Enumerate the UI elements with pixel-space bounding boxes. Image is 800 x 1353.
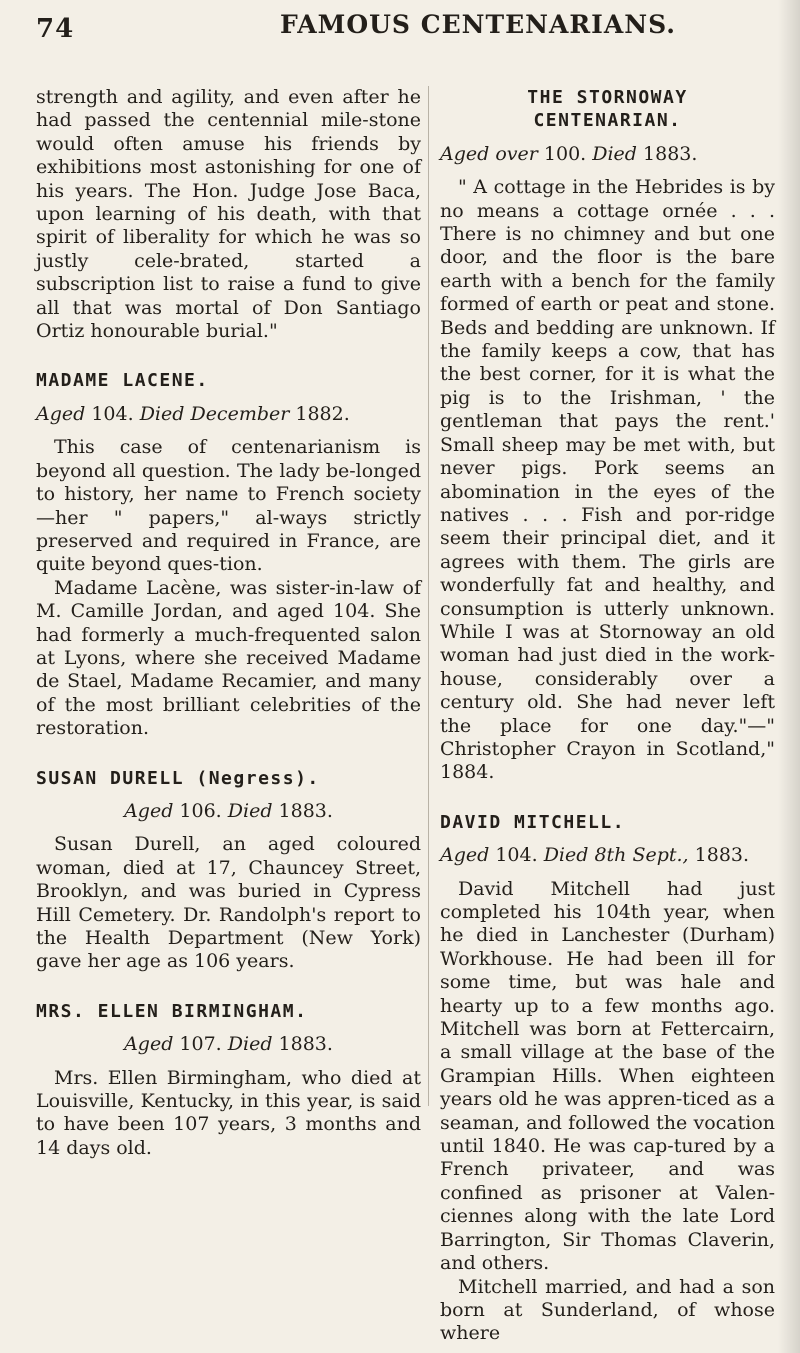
mitchell-year: 1883. [694,844,750,867]
birmingham-paragraph: Mrs. Ellen Birmingham, who died at Louisville, Kentucky, in this year, is said to have been 107 years, 3 months and 14 days old. [36,1066,421,1159]
lacene-paragraph-1: This case of centenarianism is beyond all question. The lady be-longed to history, her name to French society—her " papers," al-ways strictly preserved and required in France, are quite beyond ques-tion. [36,436,421,576]
stornoway-year: 1883. [643,142,698,165]
lacene-heading: MADAME LACENE. [36,370,209,392]
mitchell-age: 104. [495,844,538,867]
durell-age: 106. [179,799,222,822]
durell-meta [36,800,421,823]
mitchell-paragraph-2: Mitchell married, and had a son born at Sunderland, of whose where [440,1275,775,1345]
birmingham-year: 1883. [278,1033,333,1056]
birmingham-heading: MRS. ELLEN BIRMINGHAM. [36,1000,308,1022]
lacene-meta [36,403,421,426]
stornoway-age: 100. [543,142,587,165]
lacene-paragraph-2: Madame Lacène, was sister-in-law of M. Camille Jordan, and aged 104. She had formerly a much-frequented salon at Lyons, where she received Madame de Stael, Madame Recamier, and many of the most brilliant celebrities of the restoration. [36,576,421,740]
durell-year: 1883. [278,799,333,822]
durell-aged-label: Aged [124,799,174,822]
mitchell-paragraph-1: David Mitchell had just completed his 104th year, when he died in Lanchester (Durham) Workhouse. He had been ill for some time, but was hale and hearty up to a few months ago. Mitchell was born at Fettercairn, a small village at the base of the Grampian Hills. When eighteen years old he was appren-ticed as a seaman, and followed the vocation until 1840. He was cap-tured by a French privateer, and was confined as prisoner at Valen-ciennes along with the late Lord Barrington, Sir Thomas Claverin, and others. [440,877,775,1275]
page-edge-shadow [778,0,800,1353]
stornoway-paragraph: " A cottage in the Hebrides is by no means a cottage ornée . . . There is no chimney and but one door, and the floor is the bare earth with a bench for the family formed of earth or peat and stone. Beds and bedding are unknown. If the family keeps a cow, that has the best corner, for it is what the pig is to the Irishman, ' the gentleman that pays the rent.' Small sheep may be met with, but never pigs. Pork seems an abomination in the eyes of the natives . . . Fish and por-ridge seem their principal diet, and it agrees with them. The girls are wonderfully fat and healthy, and consumption is utterly unknown. While I was at Stornoway an old woman had just died in the work-house, considerably over a century old. She had never left the place for one day."—" Christopher Crayon in Scotland," 1884. [440,176,775,784]
mitchell-died-label: Died 8th Sept., [543,844,689,867]
lacene-age: 104. [91,402,134,425]
stornoway-died-label: Died [592,142,637,165]
stornoway-meta [440,143,775,166]
birmingham-age: 107. [179,1033,222,1056]
page-number: 74 [36,14,75,44]
intro-paragraph: strength and agility, and even after he had passed the centennial mile-stone would often amuse his friends by exhibitions most astonishing for one of his years. The Hon. Judge Jose Baca, upon learning of his death, with that spirit of liberality for which he was so justly cele-brated, started a subscription list to raise a fund to give all that was mortal of Don Santiago Ortiz honourable burial." [36,86,421,343]
mitchell-heading: DAVID MITCHELL. [440,811,626,833]
column-divider [428,86,429,1106]
stornoway-heading [440,86,775,133]
mitchell-meta [440,844,775,867]
right-column [440,86,775,1346]
lacene-died-label: Died December [139,402,290,425]
stornoway-heading-line-2: CENTENARIAN. [533,110,682,132]
lacene-aged-label: Aged [36,402,86,425]
stornoway-heading-line-1: THE STORNOWAY [527,87,688,108]
durell-heading: SUSAN DURELL (Negress). [36,767,320,789]
durell-paragraph: Susan Durell, an aged coloured woman, died at 17, Chauncey Street, Brooklyn, and was buried in Cypress Hill Cemetery. Dr. Randolph's report to the Health Department (New York) gave her age as 106 years. [36,833,421,973]
stornoway-aged-label: Aged over [440,142,538,165]
birmingham-aged-label: Aged [124,1033,174,1056]
running-title: FAMOUS CENTENARIANS. [280,10,676,39]
mitchell-aged-label: Aged [440,844,490,867]
birmingham-died-label: Died [227,1033,273,1056]
lacene-year: 1882. [295,402,350,425]
durell-died-label: Died [227,799,273,822]
birmingham-meta [36,1033,421,1056]
left-column [36,86,421,1160]
